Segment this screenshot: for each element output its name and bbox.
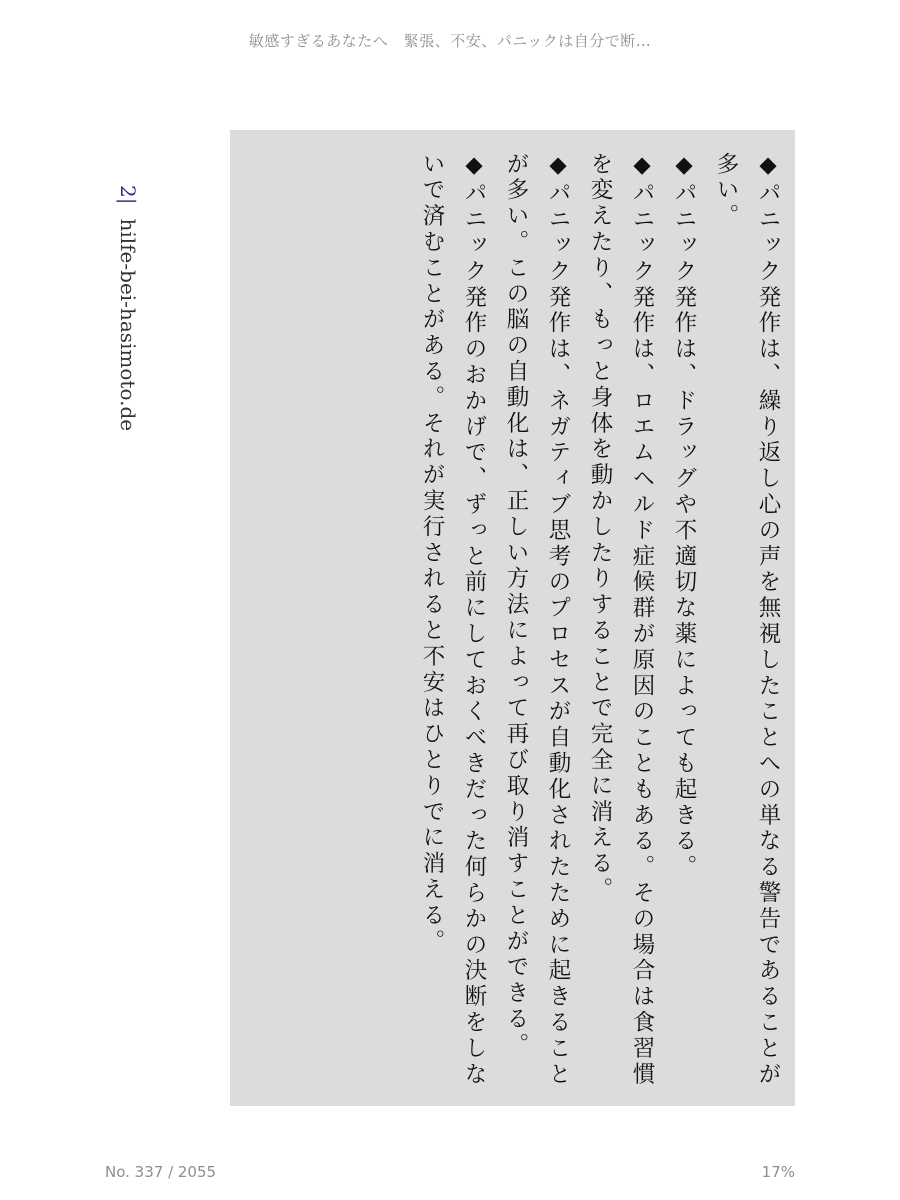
paragraph: ◆パニック発作は、繰り返し心の声を無視したことへの単なる警告であることが多い。 bbox=[713, 152, 781, 1088]
highlighted-passage bbox=[230, 130, 795, 1106]
paragraph: ◆パニック発作は、ロエムヘルド症候群が原因のこともある。その場合は食習慣を変えたり、もっと身体を動かしたりすることで完全に消える。 bbox=[587, 152, 655, 1088]
paragraph: ◆パニック発作のおかげで、ずっと前にしておくべきだった何らかの決断をしないで済むことがある。それが実行されると不安はひとりでに消える。 bbox=[419, 152, 487, 1088]
paragraph: ◆パニック発作は、ドラッグや不適切な薬によっても起きる。 bbox=[671, 152, 697, 881]
progress-percent: 17% bbox=[761, 1163, 795, 1181]
margin-note bbox=[108, 185, 148, 445]
reading-text[interactable] bbox=[230, 152, 795, 1092]
source-url: hilfe-bei-hasimoto.de bbox=[116, 218, 140, 432]
page-number: 2| bbox=[116, 185, 140, 205]
paragraph: ◆パニック発作は、ネガティブ思考のプロセスが自動化されたために起きることが多い。この脳の自動化は、正しい方法によって再び取り消すことができる。 bbox=[503, 152, 571, 1088]
book-title: 敏感すぎるあなたへ 緊張、不安、パニックは自分で断… bbox=[248, 32, 652, 50]
location-indicator: No. 337 / 2055 bbox=[105, 1163, 217, 1181]
